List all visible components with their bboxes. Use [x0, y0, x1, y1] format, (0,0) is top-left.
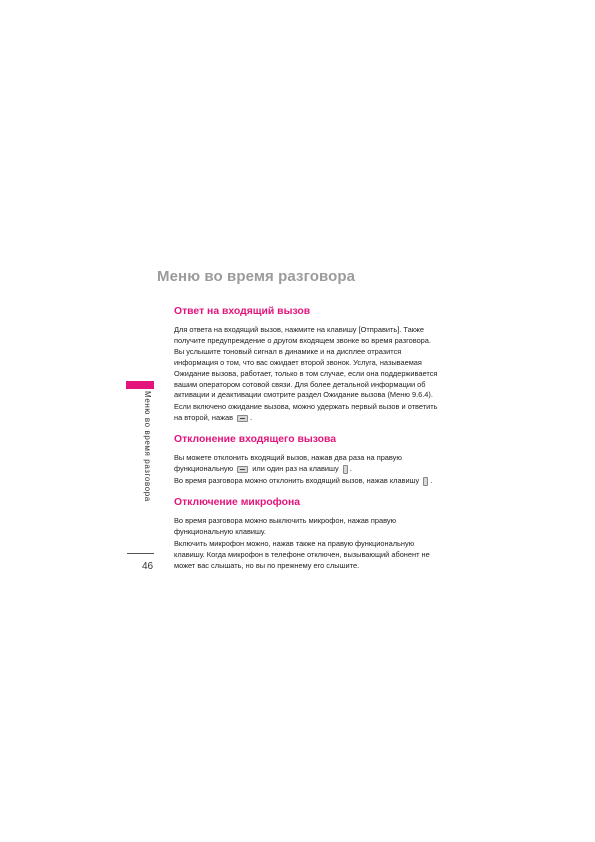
section-reject-call: [174, 433, 442, 487]
soft-key-icon: [237, 415, 248, 422]
paragraph-text: Во время разговора можно отклонить входящий вызов, нажав клавишу: [174, 475, 420, 485]
end-key-icon: [423, 477, 428, 486]
paragraph: Включить микрофон можно, нажав также на правую функциональную клавишу. Когда микрофон в телефоне отключен, вызывающий абонент не может вас слышать, но вы по прежнему его слышите.: [174, 538, 430, 570]
paragraph-text: .: [250, 413, 253, 423]
side-divider: [127, 553, 154, 554]
section-title: Ответ на входящий вызов: [174, 306, 311, 317]
page-title: Меню во время разговора: [157, 268, 356, 285]
end-key-icon: [343, 465, 348, 474]
side-chapter-label: Меню во время разговора: [143, 391, 152, 502]
paragraph: [174, 453, 442, 475]
paragraph: [174, 402, 442, 424]
paragraph: Для ответа на входящий вызов, нажмите на клавишу [Отправить]. Также получите предупреждение о другом входящем звонке во время разговора. Вы услышите тоновый сигнал в динамике и на дисплее отразится информация о том, что вас ожидает второй звонок. Услуга, называемая Ожидание вызова, работает, только в том случае, если она поддерживается вашим оператором сотовой связи. Для более детальной информации об активации и деактивации смотрите раздел Ожидание вызова (Меню 9.6.4).: [174, 325, 438, 400]
paragraph-text: или один раз на клавишу: [252, 464, 339, 474]
soft-key-icon: [237, 466, 248, 473]
section-title: Отклонение входящего вызова: [174, 434, 336, 446]
paragraph-text: .: [349, 464, 352, 474]
paragraph: [174, 476, 442, 487]
side-tab-marker: [126, 381, 154, 389]
section-title: Отключение микрофона: [174, 496, 301, 508]
paragraph-text: Если включено ожидание вызова, можно удержать первый вызов и ответить на второй, нажав: [174, 402, 438, 423]
section-mute-microphone: [174, 496, 442, 572]
paragraph-text: .: [430, 475, 433, 485]
section-answer-call: [174, 305, 442, 424]
main-content: [174, 305, 442, 571]
paragraph: Во время разговора можно выключить микрофон, нажав правую функциональную клавишу.: [174, 515, 397, 536]
page-number: 46: [142, 561, 154, 572]
paragraph-text: Вы можете отклонить входящий вызов, нажав два раза на правую функциональную: [174, 453, 402, 474]
